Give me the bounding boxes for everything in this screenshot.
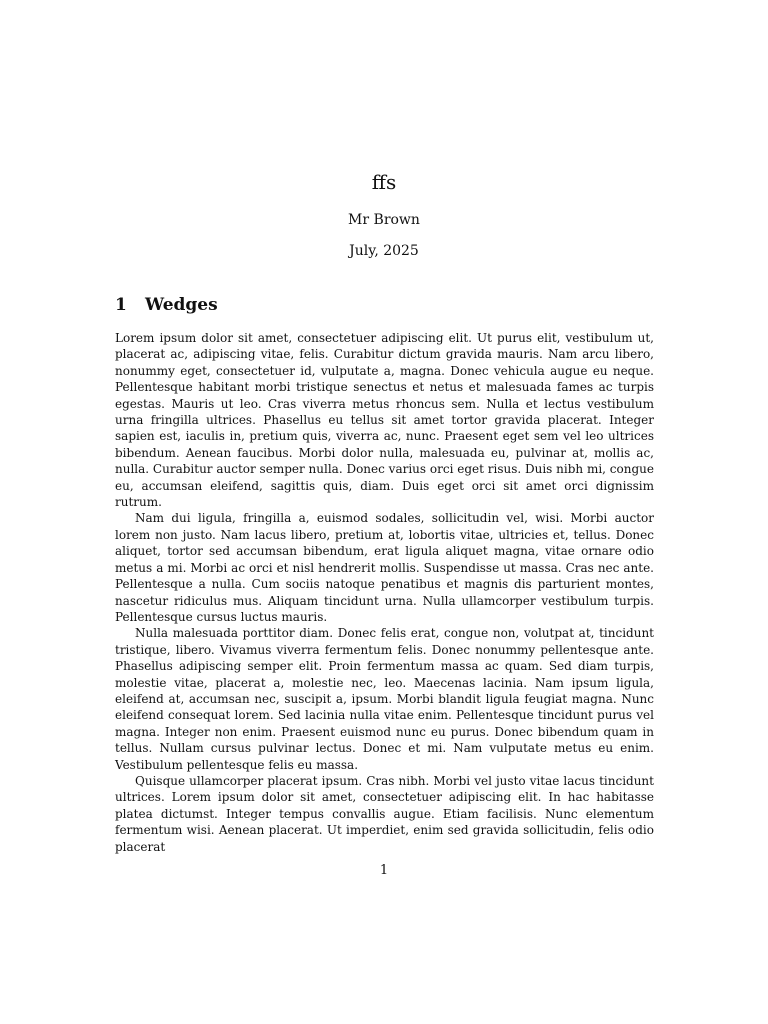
paragraph-3: Nulla malesuada porttitor diam. Donec felis erat, congue non, volutpat at, tincidunt tristique, libero. Vivamus viverra fermentum felis. Donec nonummy pellentesque ante. Phasellus adipiscing semper elit. Proin fermentum massa ac quam. Sed diam turpis, molestie vitae, placerat a, molestie nec, leo. Maecenas lacinia. Nam ipsum ligula, eleifend at, accumsan nec, suscipit a, ipsum. Morbi blandit ligula feugiat magna. Nunc eleifend consequat lorem. Sed lacinia nulla vitae enim. Pellentesque tincidunt purus vel magna. Integer non enim. Praesent euismod nunc eu purus. Donec bibendum quam in tellus. Nullam cursus pulvinar lectus. Donec et mi. Nam vulputate metus eu enim. Vestibulum pellentesque felis eu massa. [115, 626, 654, 772]
document-date: July, 2025 [349, 243, 419, 259]
section-title: Wedges [145, 295, 218, 315]
page-number: 1 [379, 863, 389, 878]
document-author: Mr Brown [348, 212, 420, 228]
paragraph-4: Quisque ullamcorper placerat ipsum. Cras nibh. Morbi vel justo vitae lacus tincidunt ultrices. Lorem ipsum dolor sit amet, consectetuer adipiscing elit. In hac habitasse platea dictumst. Integer tempus convallis augue. Etiam facilisis. Nunc elementum fermentum wisi. Aenean placerat. Ut imperdiet, enim sed gravida sollicitudin, felis odio placerat [115, 773, 654, 854]
section-body [115, 330, 654, 855]
paragraph-1: Lorem ipsum dolor sit amet, consectetuer adipiscing elit. Ut purus elit, vestibulum ut, placerat ac, adipiscing vitae, felis. Curabitur dictum gravida mauris. Nam arcu libero, nonummy eget, consectetuer id, vulputate a, magna. Donec vehicula augue eu neque. Pellentesque habitant morbi tristique senectus et netus et malesuada fames ac turpis egestas. Mauris ut leo. Cras viverra metus rhoncus sem. Nulla et lectus vestibulum urna fringilla ultrices. Phasellus eu tellus sit amet tortor gravida placerat. Integer sapien est, iaculis in, pretium quis, viverra ac, nunc. Praesent eget sem vel leo ultrices bibendum. Aenean faucibus. Morbi dolor nulla, malesuada eu, pulvinar at, mollis ac, nulla. Curabitur auctor semper nulla. Donec varius orci eget risus. Duis nibh mi, congue eu, accumsan eleifend, sagittis quis, diam. Duis eget orci sit amet orci dignissim rutrum. [115, 331, 654, 510]
section-heading [115, 294, 655, 316]
section-number: 1 [115, 295, 127, 315]
document-title: ffs [371, 170, 397, 194]
paragraph-2: Nam dui ligula, fringilla a, euismod sodales, sollicitudin vel, wisi. Morbi auctor lorem non justo. Nam lacus libero, pretium at, lobortis vitae, ultricies et, tellus. Donec aliquet, tortor sed accumsan bibendum, erat ligula aliquet magna, vitae ornare odio metus a mi. Morbi ac orci et nisl hendrerit mollis. Suspendisse ut massa. Cras nec ante. Pellentesque a nulla. Cum sociis natoque penatibus et magnis dis parturient montes, nascetur ridiculus mus. Aliquam tincidunt urna. Nulla ullamcorper vestibulum turpis. Pellentesque cursus luctus mauris. [115, 511, 654, 624]
